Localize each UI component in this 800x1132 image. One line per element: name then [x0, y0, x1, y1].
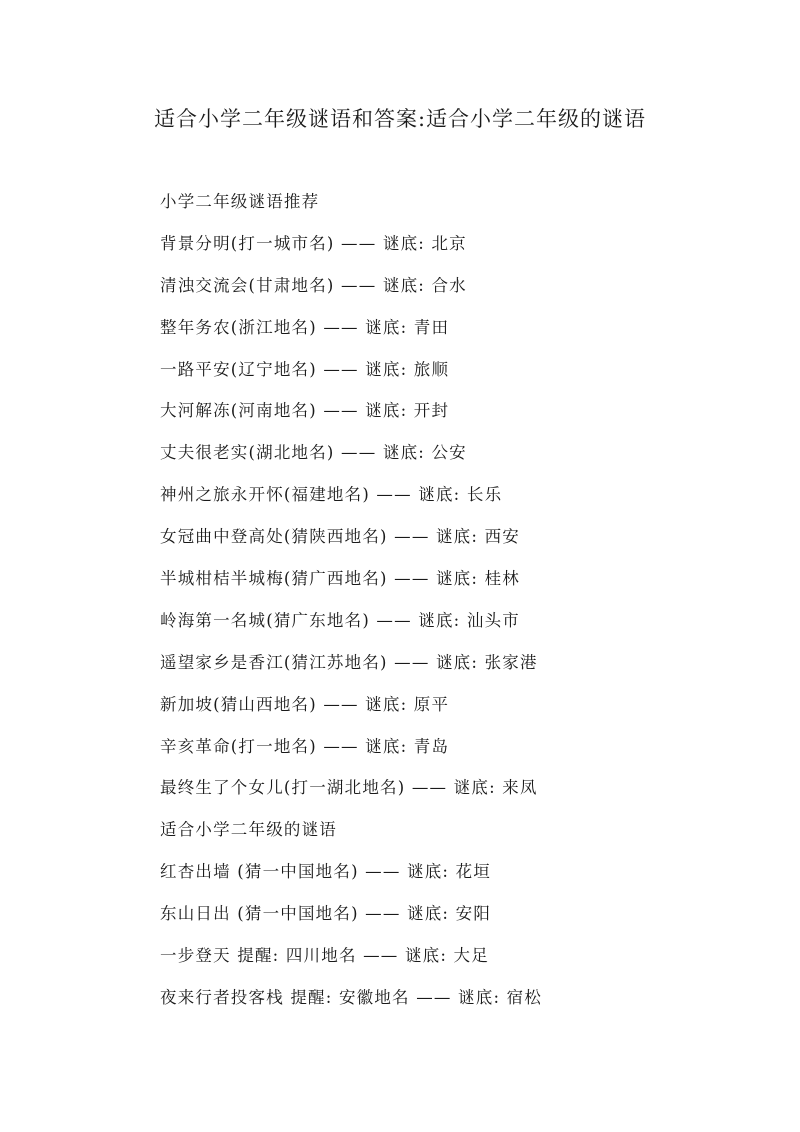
- riddle-line: 半城柑桔半城梅(猜广西地名) —— 谜底: 桂林: [160, 569, 520, 589]
- riddle-line: 大河解冻(河南地名) —— 谜底: 开封: [160, 401, 450, 421]
- riddle-line: 东山日出 (猜一中国地名) —— 谜底: 安阳: [160, 904, 492, 924]
- riddle-line: 清浊交流会(甘肃地名) —— 谜底: 合水: [160, 275, 467, 295]
- riddle-list: [160, 188, 760, 1026]
- riddle-line: 新加坡(猜山西地名) —— 谜底: 原平: [160, 694, 450, 714]
- riddle-line: 女冠曲中登高处(猜陕西地名) —— 谜底: 西安: [160, 527, 520, 547]
- riddle-line: 遥望家乡是香江(猜江苏地名) —— 谜底: 张家港: [160, 652, 538, 672]
- riddle-line: 一路平安(辽宁地名) —— 谜底: 旅顺: [160, 359, 450, 379]
- riddle-line: 一步登天 提醒: 四川地名 —— 谜底: 大足: [160, 946, 489, 966]
- riddle-line: 神州之旅永开怀(福建地名) —— 谜底: 长乐: [160, 485, 503, 505]
- riddle-line: 红杏出墙 (猜一中国地名) —— 谜底: 花垣: [160, 862, 492, 882]
- section-heading: 适合小学二年级的谜语: [160, 820, 337, 840]
- document-title: 适合小学二年级谜语和答案:适合小学二年级的谜语: [153, 107, 647, 131]
- section-heading: 小学二年级谜语推荐: [160, 192, 320, 211]
- riddle-line: 辛亥革命(打一地名) —— 谜底: 青岛: [160, 736, 450, 756]
- riddle-line: 整年务农(浙江地名) —— 谜底: 青田: [160, 317, 450, 337]
- riddle-line: 岭海第一名城(猜广东地名) —— 谜底: 汕头市: [160, 610, 520, 630]
- riddle-line: 丈夫很老实(湖北地名) —— 谜底: 公安: [160, 443, 467, 463]
- riddle-line: 最终生了个女儿(打一湖北地名) —— 谜底: 来凤: [160, 778, 538, 798]
- riddle-line: 背景分明(打一城市名) —— 谜底: 北京: [160, 233, 467, 253]
- riddle-line: 夜来行者投客栈 提醒: 安徽地名 —— 谜底: 宿松: [160, 987, 543, 1007]
